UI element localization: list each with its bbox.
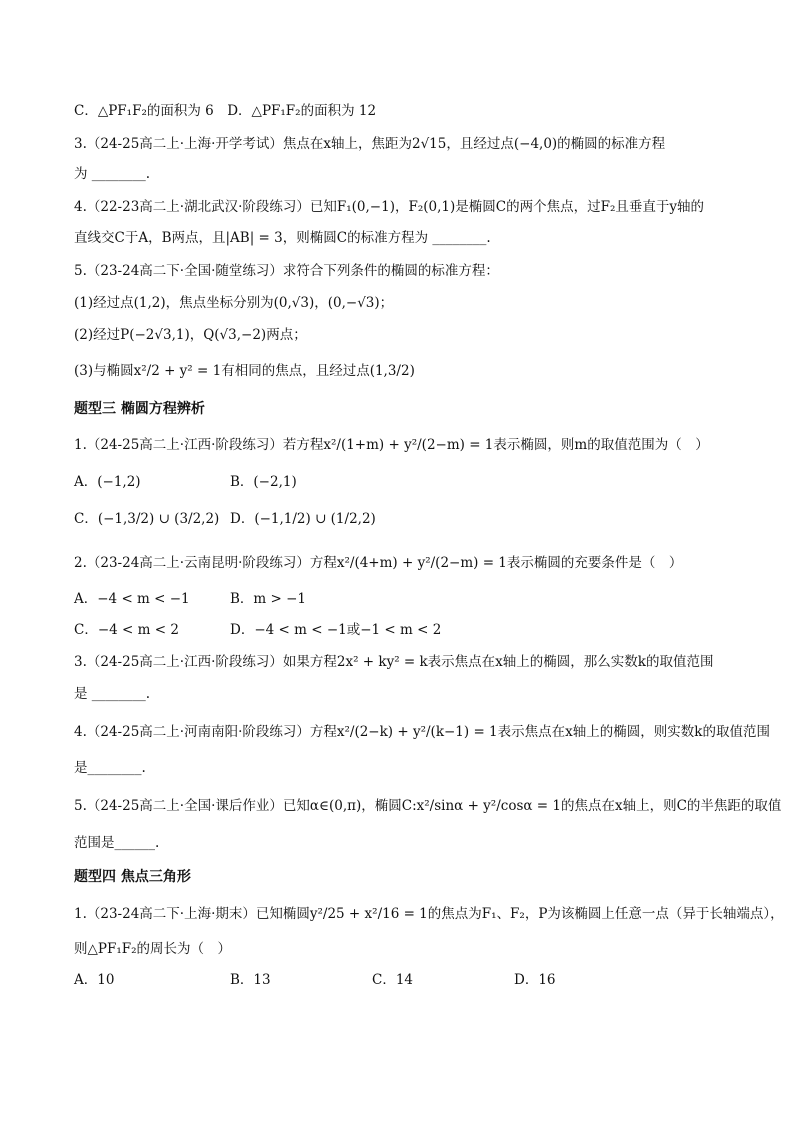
s3-question-1: 1.（24-25高二上·江西·阶段练习）若方程x²/(1+m) + y²/(2−m) = 1表示椭圆，则m的取值范围为（ ） bbox=[74, 437, 709, 453]
s4-q1-option-a: A．10 bbox=[74, 972, 115, 988]
s3-question-2: 2.（23-24高二上·云南昆明·阶段练习）方程x²/(4+m) + y²/(2−m) = 1表示椭圆的充要条件是（ ） bbox=[74, 555, 683, 571]
s3-q1-option-d: D．(−1,1/2) ∪ (1/2,2) bbox=[230, 511, 376, 527]
s3-q1-option-c: C．(−1,3/2) ∪ (3/2,2) bbox=[74, 511, 220, 527]
section-heading-4: 题型四 焦点三角形 bbox=[74, 869, 191, 885]
section-heading-3: 题型三 椭圆方程辨析 bbox=[74, 401, 205, 417]
s4-question-1-line-1: 1.（23-24高二下·上海·期末）已知椭圆y²/25 + x²/16 = 1的焦点为F₁、F₂，P为该椭圆上任意一点（异于长轴端点）， bbox=[74, 906, 784, 922]
question-5-part-1: (1)经过点(1,2)，焦点坐标分别为(0,√3)，(0,−√3)； bbox=[74, 295, 394, 311]
s3-question-5-line-1: 5.（24-25高二上·全国·课后作业）已知α∈(0,π)，椭圆C:x²/sinα + y²/cosα = 1的焦点在x轴上，则C的半焦距的取值 bbox=[74, 798, 782, 814]
s4-q1-option-c: C．14 bbox=[372, 972, 414, 988]
s4-question-1-line-2: 则△PF₁F₂的周长为（ ） bbox=[74, 941, 232, 957]
s3-q2-option-a: A．−4 < m < −1 bbox=[74, 591, 190, 607]
question-5-part-3: (3)与椭圆x²/2 + y² = 1有相同的焦点，且经过点(1,3/2) bbox=[74, 363, 415, 379]
question-5-stem: 5.（23-24高二下·全国·随堂练习）求符合下列条件的椭圆的标准方程： bbox=[74, 263, 499, 279]
s3-q2-option-b: B．m > −1 bbox=[230, 591, 307, 607]
question-5-part-2: (2)经过P(−2√3,1)，Q(√3,−2)两点； bbox=[74, 327, 307, 343]
question-3-line-1: 3.（24-25高二上·上海·开学考试）焦点在x轴上，焦距为2√15，且经过点(−4,0)的椭圆的标准方程 bbox=[74, 136, 666, 152]
s3-question-4-line-1: 4.（24-25高二上·河南南阳·阶段练习）方程x²/(2−k) + y²/(k−1) = 1表示焦点在x轴上的椭圆，则实数k的取值范围 bbox=[74, 724, 770, 740]
s3-q2-option-d: D．−4 < m < −1或−1 < m < 2 bbox=[230, 622, 442, 638]
s4-q1-option-b: B．13 bbox=[230, 972, 271, 988]
question-4-line-2: 直线交C于A，B两点，且|AB| = 3，则椭圆C的标准方程为 ________. bbox=[74, 230, 491, 246]
question-4-line-1: 4.（22-23高二上·湖北武汉·阶段练习）已知F₁(0,−1)，F₂(0,1)是椭圆C的两个焦点，过F₂且垂直于y轴的 bbox=[74, 199, 704, 215]
prev-question-options: C．△PF₁F₂的面积为 6 D．△PF₁F₂的面积为 12 bbox=[74, 103, 377, 119]
s4-q1-option-d: D．16 bbox=[514, 972, 556, 988]
question-3-line-2: 为 ________. bbox=[74, 166, 151, 182]
s3-question-3-line-2: 是 ________. bbox=[74, 686, 151, 702]
s3-question-3-line-1: 3.（24-25高二上·江西·阶段练习）如果方程2x² + ky² = k表示焦点在x轴上的椭圆，那么实数k的取值范围 bbox=[74, 654, 714, 670]
s3-question-4-line-2: 是________. bbox=[74, 760, 146, 776]
s3-question-5-line-2: 范围是______. bbox=[74, 835, 160, 851]
s3-q1-option-b: B．(−2,1) bbox=[230, 474, 297, 490]
s3-q2-option-c: C．−4 < m < 2 bbox=[74, 622, 179, 638]
s3-q1-option-a: A．(−1,2) bbox=[74, 474, 141, 490]
